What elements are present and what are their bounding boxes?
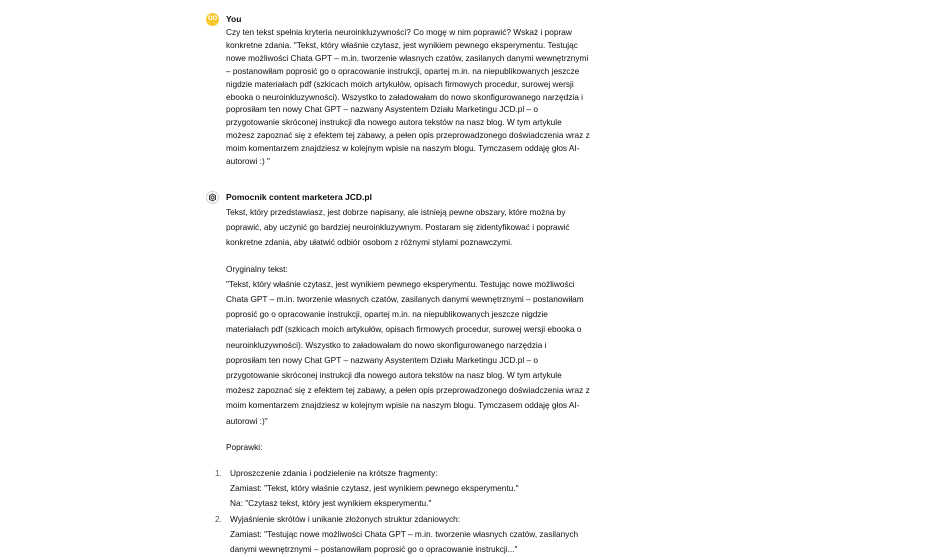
fix-item (215, 512, 607, 557)
user-message-line: możesz zapoznać się z efektem tej zabawy, a pełen opis przeprowadzonego doświadczenia wraz z (226, 130, 590, 141)
original-text-line: materiałach pdf (szkicach moich artykułów, opisach firmowych procedur, surowej wersji ebooka o (226, 324, 582, 335)
intro-line: konkretne zdania, aby ułatwić odbiór osobom z różnymi stylami poznawczymi. (226, 237, 513, 248)
assistant-intro-paragraph (226, 205, 607, 251)
intro-line: Tekst, który przedstawiasz, jest dobrze napisany, ale istnieją pewne obszary, które można by (226, 207, 566, 217)
fix-item (215, 466, 607, 512)
fix-item-line: Uproszczenie zdania i podzielenie na krótsze fragmenty: (230, 468, 438, 479)
user-message-line: Czy ten tekst spełnia kryteria neuroinkluzywności? Co mogę w nim poprawić? Wskaż i popraw (226, 27, 572, 37)
original-text-line: Chata GPT – m.in. tworzenie własnych czatów, zasilanych danymi wewnętrznymi – postanowiłam (226, 294, 584, 305)
original-text-paragraph (226, 277, 607, 429)
assistant-message-header (206, 190, 607, 204)
fix-item-line: Zamiast: "Tekst, który właśnie czytasz, jest wynikiem pewnego eksperymentu." (230, 483, 519, 494)
user-message-line: nigdzie materiałach pdf (szkicach moich artykułów, opisach firmowych procedur, surowej wersji (226, 78, 574, 89)
original-text-line: poprosiłam ten nowy Chat GPT – nazwany Asystentem Działu Marketingu JCD.pl – o (226, 354, 539, 365)
user-avatar-initials: OO (207, 16, 218, 22)
assistant-message-body (215, 205, 607, 557)
fixes-label: Poprawki: (226, 441, 263, 452)
fix-item-number: 1. (215, 468, 222, 479)
original-text-line: możesz zapoznać się z efektem tej zabawy, a pełen opis przeprowadzonego doświadczenia wraz z (226, 385, 590, 396)
fix-item-line: Zamiast: "Testując nowe możliwości Chata GPT – m.in. tworzenie własnych czatów, zasilanych (230, 528, 579, 539)
user-message-line: konkretne zdania. "Tekst, który właśnie czytasz, jest wynikiem pewnego eksperymentu. Testując (226, 39, 578, 50)
fixes-list (215, 466, 607, 557)
original-text-line: "Tekst, który właśnie czytasz, jest wynikiem pewnego eksperymentu. Testując nowe możliwości (226, 278, 575, 289)
user-message-header (206, 12, 607, 26)
user-message-line: moim komentarzem znajdziesz w kolejnym wpisie na naszym blogu. Tymczasem oddaję głos AI- (226, 143, 580, 154)
user-message-line: – postanowiłam poprosić go o opracowanie instrukcji, opartej m.in. na niepublikowanych jeszcze (226, 65, 580, 76)
user-message-line: poprosiłam ten nowy Chat GPT – nazwany Asystentem Działu Marketingu JCD.pl – o (226, 104, 539, 115)
original-text-line: neuroinkluzywności). Wszystko to załadowałam do nowo skonfigurowanego narzędzia i (226, 339, 547, 350)
original-text-line: moim komentarzem znajdziesz w kolejnym wpisie na naszym blogu. Tymczasem oddaję głos AI- (226, 400, 580, 411)
original-text-line: poprosić go o opracowanie instrukcji, opartej m.in. na niepublikowanych jeszcze nigdzie (226, 309, 548, 320)
original-text-line: przygotowanie skróconej instrukcji dla nowego autora tekstów na nasz blog. W tym artykule (226, 370, 562, 381)
openai-logo-svg (208, 193, 217, 202)
fix-item-number: 2. (215, 513, 222, 524)
user-avatar (206, 13, 219, 26)
user-author-name: You (226, 14, 242, 24)
user-message-line: ebooka o neuroinkluzywności). Wszystko to załadowałam do nowo skonfigurowanego narzędzia i (226, 91, 583, 102)
original-text-line: autorowi :)" (226, 415, 268, 426)
fix-item-line: Na: "Czytasz tekst, który jest wynikiem eksperymentu." (230, 498, 432, 509)
intro-line: poprawić, aby uczynić go bardziej neuroinkluzywnym. Postaram się zidentyfikować i poprawić (226, 222, 570, 233)
fix-item-line: Wyjaśnienie skrótów i unikanie złożonych struktur zdaniowych: (230, 513, 461, 524)
assistant-author-name: Pomocnik content marketera JCD.pl (226, 192, 372, 202)
assistant-message (207, 190, 607, 557)
user-message-line: autorowi :) " (226, 156, 270, 167)
user-message (207, 12, 607, 168)
openai-logo-icon (206, 191, 219, 204)
fix-item-line: danymi wewnętrznymi – postanowiłam poprosić go o opracowanie instrukcji..." (230, 544, 518, 555)
user-message-text (226, 26, 607, 168)
user-message-line: przygotowanie skróconej instrukcji dla nowego autora tekstów na nasz blog. W tym artykule (226, 117, 562, 128)
user-message-line: nowe możliwości Chata GPT – m.in. tworzenie własnych czatów, zasilanych danymi wewnętrznymi (226, 52, 589, 63)
original-text-label: Oryginalny tekst: (226, 263, 288, 274)
